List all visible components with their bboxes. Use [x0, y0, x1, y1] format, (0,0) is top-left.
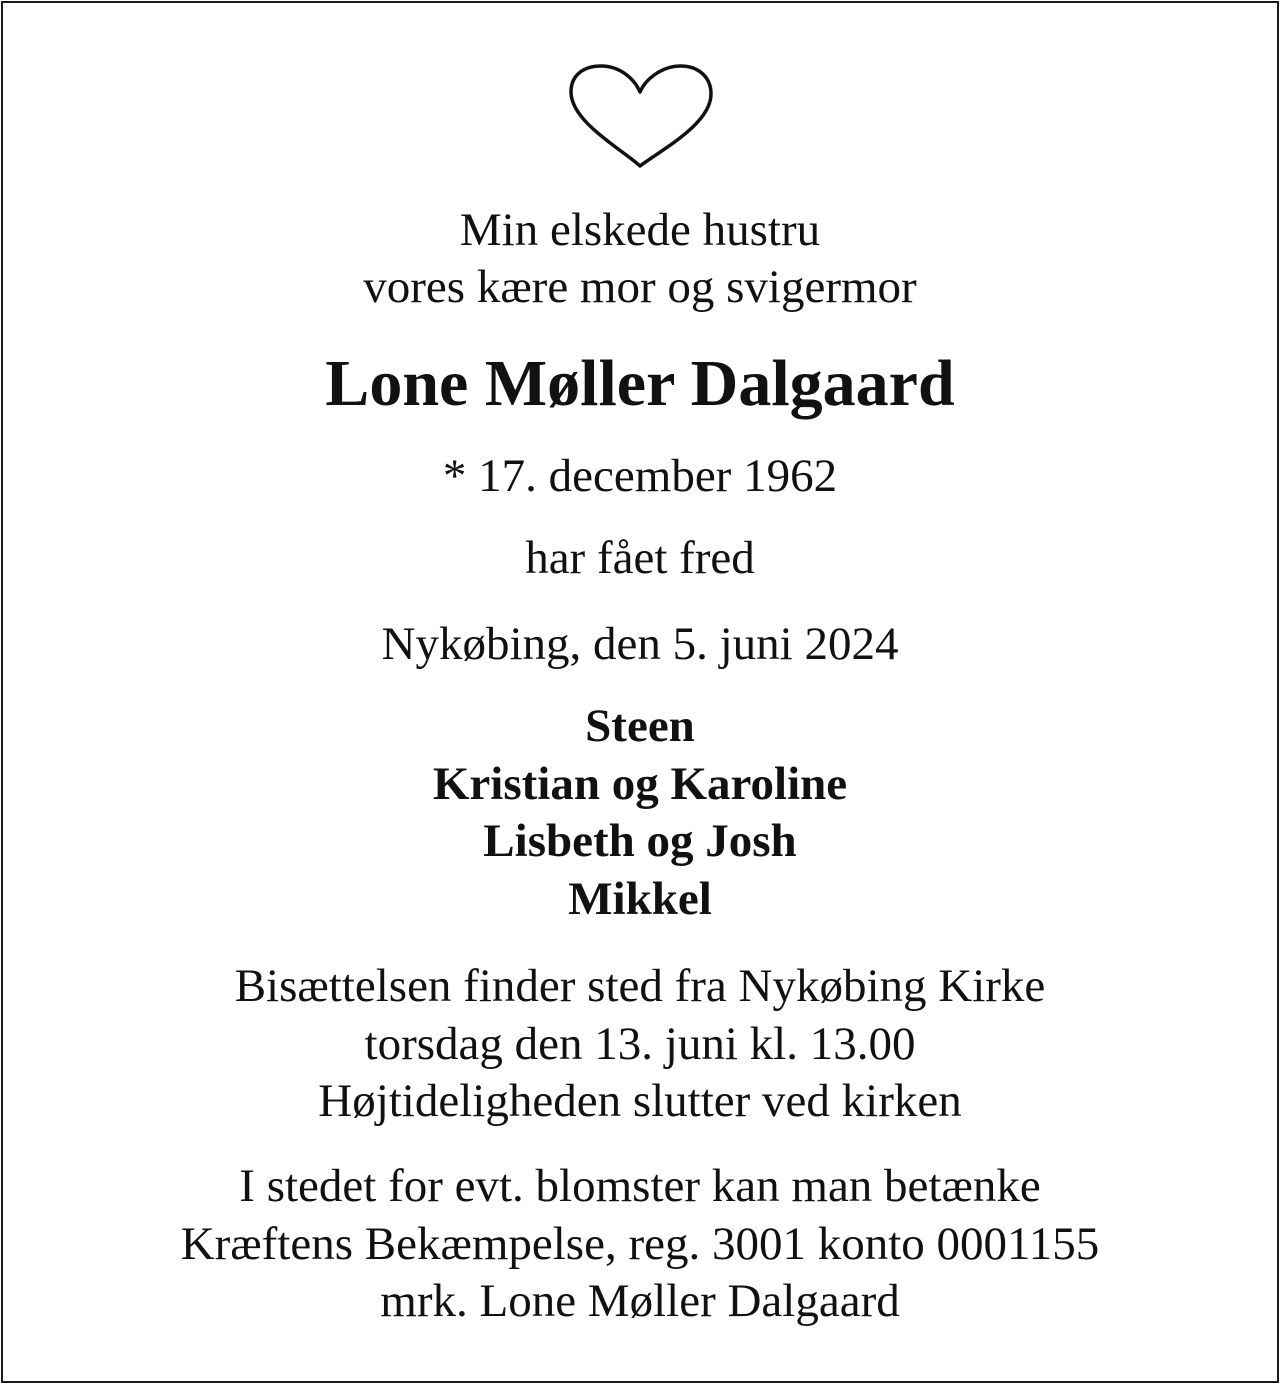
family-member: Mikkel — [568, 873, 712, 925]
donation-line-3: mrk. Lone Møller Dalgaard — [380, 1275, 900, 1327]
heart-outline-icon — [565, 62, 715, 170]
donation-line-1: I stedet for evt. blomster kan man betænke — [239, 1160, 1041, 1212]
passing-phrase: har fået fred — [525, 532, 755, 584]
donation-line-2: Kræftens Bekæmpelse, reg. 3001 konto 0001155 — [180, 1218, 1100, 1270]
family-member: Kristian og Karoline — [432, 758, 848, 810]
funeral-line-3: Højtideligheden slutter ved kirken — [318, 1075, 962, 1127]
family-member: Steen — [585, 700, 695, 752]
funeral-line-2: torsdag den 13. juni kl. 13.00 — [364, 1018, 916, 1070]
intro-line-2: vores kære mor og svigermor — [363, 261, 917, 313]
birth-date: * 17. december 1962 — [442, 450, 838, 502]
intro-line-1: Min elskede hustru — [459, 204, 821, 256]
deceased-name: Lone Møller Dalgaard — [325, 347, 955, 420]
family-member: Lisbeth og Josh — [483, 815, 797, 867]
place-and-date: Nykøbing, den 5. juni 2024 — [381, 618, 899, 670]
funeral-line-1: Bisættelsen finder sted fra Nykøbing Kirke — [234, 960, 1046, 1012]
